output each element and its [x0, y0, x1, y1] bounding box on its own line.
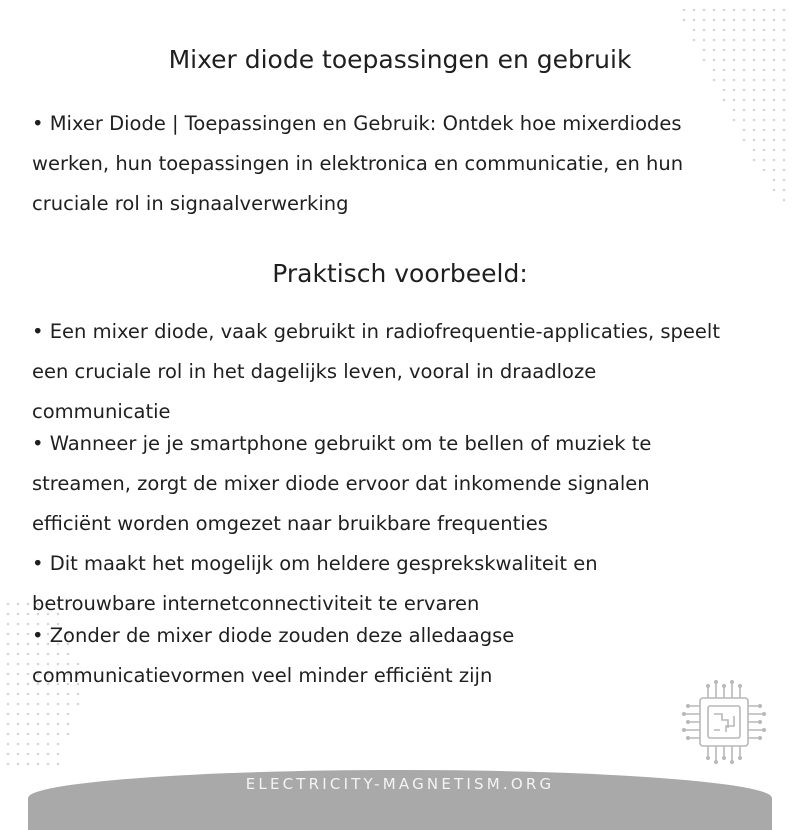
decorative-dot [773, 19, 776, 22]
decorative-dot [753, 99, 756, 102]
decorative-dot [773, 179, 776, 182]
decorative-dot [693, 19, 696, 22]
decorative-dot [17, 623, 20, 626]
list-item-line: • Dit maakt het mogelijk om heldere gesprekskwaliteit en [32, 552, 598, 575]
decorative-dot [17, 753, 20, 756]
decorative-dot [17, 603, 20, 606]
decorative-dot [783, 169, 786, 172]
decorative-dot [27, 643, 30, 646]
decorative-dot [37, 733, 40, 736]
decorative-dot [67, 713, 70, 716]
decorative-dot [733, 29, 736, 32]
decorative-dot [773, 29, 776, 32]
decorative-dot [67, 733, 70, 736]
decorative-dot [27, 753, 30, 756]
decorative-dot [27, 653, 30, 656]
decorative-dot [17, 653, 20, 656]
decorative-dot [7, 633, 10, 636]
decorative-dot [7, 663, 10, 666]
decorative-dot [17, 683, 20, 686]
decorative-dot [783, 29, 786, 32]
decorative-dot [783, 179, 786, 182]
decorative-dot [783, 189, 786, 192]
decorative-dot [7, 703, 10, 706]
decorative-dot [773, 99, 776, 102]
decorative-dot [27, 613, 30, 616]
list-item-line: • Een mixer diode, vaak gebruikt in radiofrequentie-applicaties, speelt [32, 320, 720, 343]
decorative-dot [77, 703, 80, 706]
decorative-dot [683, 19, 686, 22]
decorative-dot [743, 9, 746, 12]
decorative-dot [57, 763, 60, 766]
decorative-dot [783, 99, 786, 102]
decorative-dot [17, 703, 20, 706]
decorative-dot [713, 29, 716, 32]
footer-site-name[interactable]: ELECTRICITY-MAGNETISM.ORG [245, 775, 555, 793]
decorative-dot [27, 683, 30, 686]
decorative-dot [7, 733, 10, 736]
decorative-dot [37, 743, 40, 746]
decorative-dot [57, 743, 60, 746]
decorative-dot [37, 723, 40, 726]
decorative-dot [7, 763, 10, 766]
decorative-dot [7, 753, 10, 756]
intro-line: werken, hun toepassingen in elektronica en communicatie, en hun [32, 152, 684, 175]
decorative-dot [27, 693, 30, 696]
decorative-dot [37, 703, 40, 706]
decorative-dot [47, 763, 50, 766]
circuit-chip-icon [676, 674, 772, 770]
decorative-dot [783, 9, 786, 12]
decorative-dot [27, 763, 30, 766]
decorative-dot [17, 743, 20, 746]
decorative-dot [7, 613, 10, 616]
decorative-dot [17, 663, 20, 666]
list-item-line: betrouwbare internetconnectiviteit te ervaren [32, 592, 480, 615]
decorative-dot [773, 129, 776, 132]
decorative-dot [753, 9, 756, 12]
decorative-dot [47, 723, 50, 726]
decorative-dot [17, 713, 20, 716]
decorative-dot [47, 753, 50, 756]
list-item-line: • Wanneer je je smartphone gebruikt om te bellen of muziek te [32, 432, 652, 455]
decorative-dot [723, 29, 726, 32]
decorative-dot [703, 29, 706, 32]
decorative-dot [47, 703, 50, 706]
decorative-dot [773, 169, 776, 172]
decorative-dot [723, 9, 726, 12]
decorative-dot [57, 733, 60, 736]
decorative-dot [17, 613, 20, 616]
decorative-dot [743, 89, 746, 92]
decorative-dot [783, 119, 786, 122]
decorative-dot [773, 189, 776, 192]
section-heading: Praktisch voorbeeld: [272, 259, 528, 288]
list-item-line: een cruciale rol in het dagelijks leven, vooral in draadloze [32, 360, 597, 383]
decorative-dot [37, 713, 40, 716]
decorative-dot [17, 693, 20, 696]
decorative-dot [743, 99, 746, 102]
decorative-dot [27, 633, 30, 636]
decorative-dot [37, 753, 40, 756]
decorative-dot [57, 753, 60, 756]
list-item-line: communicatie [32, 400, 171, 423]
decorative-dot [7, 603, 10, 606]
decorative-dot [17, 763, 20, 766]
decorative-dot [27, 723, 30, 726]
decorative-dot [763, 29, 766, 32]
decorative-dot [743, 29, 746, 32]
decorative-dot [713, 19, 716, 22]
decorative-dot [7, 743, 10, 746]
decorative-dot [773, 109, 776, 112]
decorative-dot [753, 19, 756, 22]
decorative-dot [783, 19, 786, 22]
decorative-dot [37, 763, 40, 766]
decorative-dot [783, 109, 786, 112]
decorative-dot [7, 623, 10, 626]
decorative-dot [773, 89, 776, 92]
decorative-dot [27, 663, 30, 666]
decorative-dot [763, 99, 766, 102]
decorative-dot [763, 89, 766, 92]
page-title: Mixer diode toepassingen en gebruik [168, 45, 632, 74]
decorative-dot [7, 643, 10, 646]
decorative-dot [693, 29, 696, 32]
list-item-line: efficiënt worden omgezet naar bruikbare frequenties [32, 512, 548, 535]
decorative-dot [703, 19, 706, 22]
list-item-line: • Zonder de mixer diode zouden deze alledaagse [32, 624, 515, 647]
decorative-dot [27, 743, 30, 746]
decorative-dot [723, 19, 726, 22]
decorative-dot [67, 723, 70, 726]
decorative-dot [7, 693, 10, 696]
decorative-dot [773, 139, 776, 142]
decorative-dot [733, 89, 736, 92]
decorative-dot [57, 723, 60, 726]
decorative-dot [47, 713, 50, 716]
decorative-dot [753, 29, 756, 32]
list-item-line: communicatievormen veel minder efficiënt zijn [32, 664, 493, 687]
decorative-dot [17, 723, 20, 726]
decorative-dot [693, 9, 696, 12]
decorative-dot [27, 703, 30, 706]
decorative-dot [723, 99, 726, 102]
decorative-dot [783, 159, 786, 162]
decorative-dot [27, 603, 30, 606]
decorative-dot [773, 149, 776, 152]
decorative-dot [7, 673, 10, 676]
decorative-dot [713, 9, 716, 12]
decorative-dot [17, 643, 20, 646]
decorative-dot [773, 9, 776, 12]
decorative-dot [27, 733, 30, 736]
decorative-dot [7, 723, 10, 726]
decorative-dot [733, 9, 736, 12]
decorative-dot [27, 673, 30, 676]
decorative-dot [783, 129, 786, 132]
decorative-dot [783, 199, 786, 202]
decorative-dot [67, 703, 70, 706]
decorative-dot [27, 623, 30, 626]
decorative-dot [27, 713, 30, 716]
intro-line: • Mixer Diode | Toepassingen en Gebruik: Ontdek hoe mixerdiodes [32, 112, 682, 135]
decorative-dot [47, 733, 50, 736]
decorative-dot [773, 159, 776, 162]
decorative-dot [7, 713, 10, 716]
decorative-dot [17, 673, 20, 676]
decorative-dot [783, 149, 786, 152]
decorative-dot [733, 99, 736, 102]
decorative-dot [703, 9, 706, 12]
decorative-dot [683, 9, 686, 12]
decorative-dot [57, 703, 60, 706]
decorative-dot [783, 89, 786, 92]
decorative-dot [733, 19, 736, 22]
decorative-dot [57, 713, 60, 716]
decorative-dot [773, 119, 776, 122]
decorative-dot [723, 89, 726, 92]
decorative-dot [743, 19, 746, 22]
list-item-line: streamen, zorgt de mixer diode ervoor dat inkomende signalen [32, 472, 650, 495]
decorative-dot [763, 19, 766, 22]
decorative-dot [17, 633, 20, 636]
decorative-dot [7, 653, 10, 656]
decorative-dot [753, 89, 756, 92]
decorative-dot [783, 139, 786, 142]
intro-line: cruciale rol in signaalverwerking [32, 192, 349, 215]
decorative-dot [17, 733, 20, 736]
decorative-dot [763, 9, 766, 12]
decorative-dot [7, 683, 10, 686]
decorative-dot [47, 743, 50, 746]
